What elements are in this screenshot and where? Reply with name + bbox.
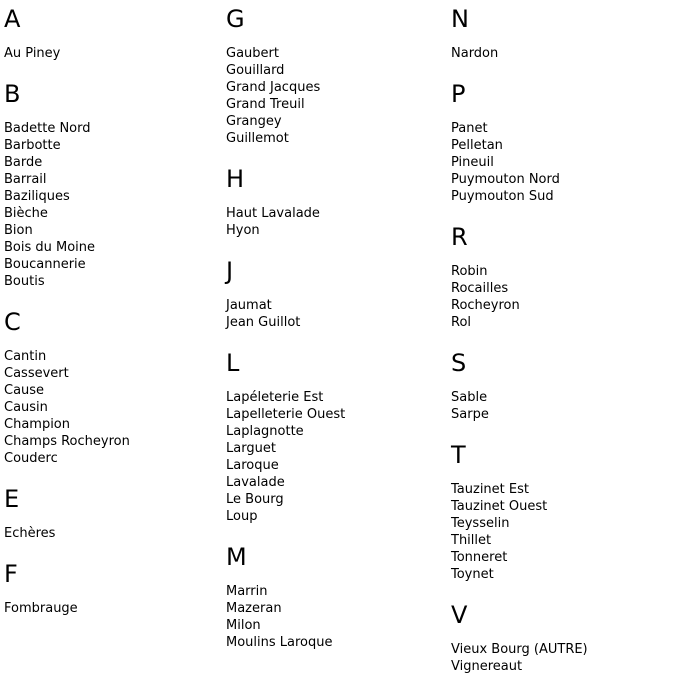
index-section-n (451, 7, 675, 62)
place-name-item[interactable]: Sarpe (451, 407, 489, 422)
place-name-item[interactable]: Guillemot (226, 131, 289, 146)
place-name-item[interactable]: Bièche (4, 206, 48, 221)
place-name-item[interactable]: Sable (451, 390, 488, 405)
place-name-item[interactable]: Cassevert (4, 366, 69, 381)
place-name-item[interactable]: Vignereaut (451, 659, 523, 674)
place-name-list (226, 389, 451, 525)
place-name-item[interactable]: Causin (4, 400, 48, 415)
index-column-3 (451, 7, 675, 695)
place-name-list (4, 45, 226, 62)
place-name-item[interactable]: Rocailles (451, 281, 509, 296)
place-name-item[interactable]: Cantin (4, 349, 47, 364)
index-section-p (451, 82, 675, 205)
place-name-item[interactable]: Puymouton Sud (451, 189, 554, 204)
place-name-item[interactable]: Rocheyron (451, 298, 520, 313)
place-name-item[interactable]: Grand Treuil (226, 97, 305, 112)
place-name-item[interactable]: Vieux Bourg (AUTRE) (451, 642, 588, 657)
place-name-list (226, 205, 451, 239)
place-name-item[interactable]: Boutis (4, 274, 45, 289)
index-section-s (451, 351, 675, 423)
index-section-j (226, 259, 451, 331)
place-name-item[interactable]: Gouillard (226, 63, 285, 78)
place-name-item[interactable]: Couderc (4, 451, 58, 466)
place-name-item[interactable]: Lavalade (226, 475, 285, 490)
place-name-list (4, 348, 226, 467)
place-name-item[interactable]: Au Piney (4, 46, 61, 61)
index-section-b (4, 82, 226, 290)
place-name-list (451, 481, 675, 583)
letter-heading: N (451, 5, 469, 33)
letter-heading: V (451, 601, 468, 629)
place-name-item[interactable]: Barrail (4, 172, 47, 187)
place-name-item[interactable]: Moulins Laroque (226, 635, 333, 650)
index-section-g (226, 7, 451, 147)
place-name-item[interactable]: Haut Lavalade (226, 206, 320, 221)
place-name-item[interactable]: Bion (4, 223, 33, 238)
index-section-a (4, 7, 226, 62)
letter-heading: F (4, 560, 18, 588)
place-name-item[interactable]: Tonneret (451, 550, 508, 565)
index-section-h (226, 167, 451, 239)
place-name-item[interactable]: Panet (451, 121, 488, 136)
place-name-item[interactable]: Champion (4, 417, 71, 432)
place-name-item[interactable]: Barde (4, 155, 43, 170)
place-name-list (226, 297, 451, 331)
place-name-item[interactable]: Milon (226, 618, 261, 633)
letter-heading: P (451, 80, 466, 108)
letter-heading: B (4, 80, 21, 108)
place-name-item[interactable]: Grangey (226, 114, 282, 129)
letter-heading: G (226, 5, 245, 33)
letter-heading: E (4, 485, 20, 513)
index-section-r (451, 225, 675, 331)
place-name-item[interactable]: Loup (226, 509, 258, 524)
place-name-item[interactable]: Barbotte (4, 138, 61, 153)
index-section-v (451, 603, 675, 675)
place-name-item[interactable]: Boucannerie (4, 257, 86, 272)
place-name-item[interactable]: Lapelleterie Ouest (226, 407, 346, 422)
place-name-item[interactable]: Robin (451, 264, 488, 279)
place-name-item[interactable]: Pineuil (451, 155, 494, 170)
place-name-item[interactable]: Mazeran (226, 601, 282, 616)
place-name-item[interactable]: Teysselin (451, 516, 510, 531)
place-name-list (4, 525, 226, 542)
index-column-1 (4, 7, 226, 695)
place-name-item[interactable]: Pelletan (451, 138, 503, 153)
letter-heading: H (226, 165, 245, 193)
place-name-item[interactable]: Thillet (451, 533, 492, 548)
index-section-t (451, 443, 675, 583)
place-name-item[interactable]: Badette Nord (4, 121, 91, 136)
index-section-c (4, 310, 226, 467)
place-name-item[interactable]: Jean Guillot (226, 315, 301, 330)
index-section-e (4, 487, 226, 542)
place-name-item[interactable]: Tauzinet Ouest (451, 499, 548, 514)
place-name-item[interactable]: Nardon (451, 46, 499, 61)
place-name-item[interactable]: Le Bourg (226, 492, 284, 507)
letter-heading: T (451, 441, 466, 469)
place-name-list (451, 389, 675, 423)
place-name-item[interactable]: Marrin (226, 584, 268, 599)
place-name-list (451, 641, 675, 675)
place-name-list (451, 120, 675, 205)
place-name-item[interactable]: Jaumat (226, 298, 272, 313)
index-column-2 (226, 7, 451, 695)
place-name-item[interactable]: Larguet (226, 441, 276, 456)
place-name-item[interactable]: Laplagnotte (226, 424, 304, 439)
place-name-item[interactable]: Grand Jacques (226, 80, 321, 95)
place-name-item[interactable]: Champs Rocheyron (4, 434, 130, 449)
place-name-list (4, 120, 226, 290)
place-name-list (226, 583, 451, 651)
place-name-item[interactable]: Hyon (226, 223, 260, 238)
letter-heading: A (4, 5, 21, 33)
place-name-item[interactable]: Fombrauge (4, 601, 78, 616)
place-name-list (451, 45, 675, 62)
letter-heading: J (226, 257, 234, 285)
place-name-item[interactable]: Cause (4, 383, 45, 398)
place-name-item[interactable]: Gaubert (226, 46, 279, 61)
index-section-m (226, 545, 451, 651)
place-name-list (4, 600, 226, 617)
place-name-item[interactable]: Bois du Moine (4, 240, 96, 255)
place-name-item[interactable]: Echères (4, 526, 56, 541)
index-section-l (226, 351, 451, 525)
index-section-f (4, 562, 226, 617)
place-name-item[interactable]: Toynet (451, 567, 494, 582)
place-name-item[interactable]: Lapéleterie Est (226, 390, 324, 405)
place-name-item[interactable]: Puymouton Nord (451, 172, 560, 187)
place-name-item[interactable]: Tauzinet Est (451, 482, 529, 497)
letter-heading: R (451, 223, 468, 251)
place-name-list (451, 263, 675, 331)
letter-heading: M (226, 543, 247, 571)
place-name-item[interactable]: Rol (451, 315, 472, 330)
letter-heading: S (451, 349, 467, 377)
letter-heading: L (226, 349, 240, 377)
place-name-item[interactable]: Baziliques (4, 189, 70, 204)
letter-heading: C (4, 308, 21, 336)
place-name-item[interactable]: Laroque (226, 458, 279, 473)
place-name-list (226, 45, 451, 147)
